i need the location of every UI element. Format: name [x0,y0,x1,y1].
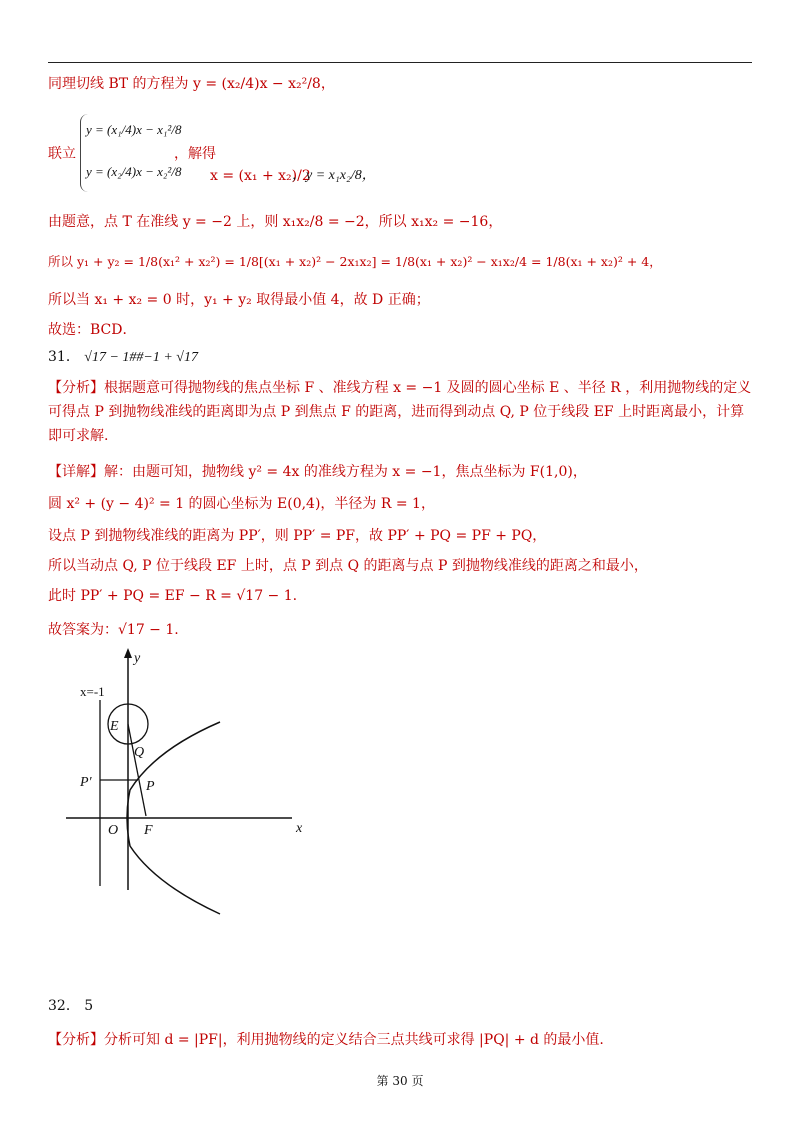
q32-analysis: 【分析】分析可知 d = |PF|，利用抛物线的定义结合三点共线可求得 |PQ| + d 的最小值. [48,1032,604,1048]
system-eq1: y = (x₁/4)x − x₁²/8 [86,122,182,137]
choice-line: 故选：BCD． [48,322,137,338]
q32-header: 32． 5 [48,998,94,1014]
top-rule [48,62,752,63]
detail-line-6: 故答案为：√17 − 1. [48,622,179,638]
label-x: x [296,821,303,836]
y-axis-arrow-icon [124,648,132,658]
solve-text: ，解得 [174,146,216,162]
detail-line-2: 圆 x² + (y − 4)² = 1 的圆心坐标为 E(0,4)，半径为 R = 1， [48,496,435,512]
q31-header: 31． √17 − 1##−1 + √17 [48,349,198,365]
min-line: 所以当 x₁ + x₂ = 0 时，y₁ + y₂ 取得最小值 4，故 D 正确； [48,292,430,308]
parabola-figure [60,640,320,920]
solution-y: ，y = x₁x₂/8， [292,168,376,183]
condition-line: 由题意，点 T 在准线 y = −2 上，则 x₁x₂/8 = −2，所以 x₁x₂ = −16， [48,214,503,230]
detail-line-3: 设点 P 到抛物线准线的距离为 PP′，则 PP′ = PF，故 PP′ + PQ = PF + PQ， [48,528,547,544]
detail-line-4: 所以当动点 Q, P 位于线段 EF 上时，点 P 到点 Q 的距离与点 P 到抛物线准线的距离之和最小， [48,558,648,574]
system-label: 联立 [48,146,76,162]
solution-x: x = (x₁ + x₂)/2 [210,168,311,184]
label-directrix: x=-1 [80,684,105,699]
tangent-bt-line: 同理切线 BT 的方程为 y = (x₂/4)x − x₂²/8， [48,76,335,92]
detail-line-5: 此时 PP′ + PQ = EF − R = √17 − 1. [48,588,298,604]
label-e: E [110,719,119,734]
sum-line: 所以 y₁ + y₂ = 1/8(x₁² + x₂²) = 1/8[(x₁ + x₂)² − 2x₁x₂] = 1/8(x₁ + x₂)² − x₁x₂/4 = 1/8(x₁ + x₂)² + 4， [48,254,662,269]
detail-line-1: 【详解】解：由题可知，抛物线 y² = 4x 的准线方程为 x = −1，焦点坐标为 F(1,0)， [48,464,587,480]
label-p-prime: P′ [80,775,92,790]
label-o: O [108,823,119,838]
system-eq2: y = (x₂/4)x − x₂²/8 [86,164,182,179]
label-q: Q [134,745,145,760]
label-p: P [146,779,155,794]
label-f: F [144,823,153,838]
label-y: y [134,651,141,666]
page-footer: 第 30 页 [376,1074,424,1088]
q31-analysis: 【分析】根据题意可得抛物线的焦点坐标 F 、准线方程 x = −1 及圆的圆心坐标 E 、半径 R ，利用抛物线的定义可得点 P 到抛物线准线的距离即为点 P 到焦点 F 的距离，进而得到动点 Q, P 位于线段 EF 上时距离最小，计算即可求解. [48,380,752,444]
